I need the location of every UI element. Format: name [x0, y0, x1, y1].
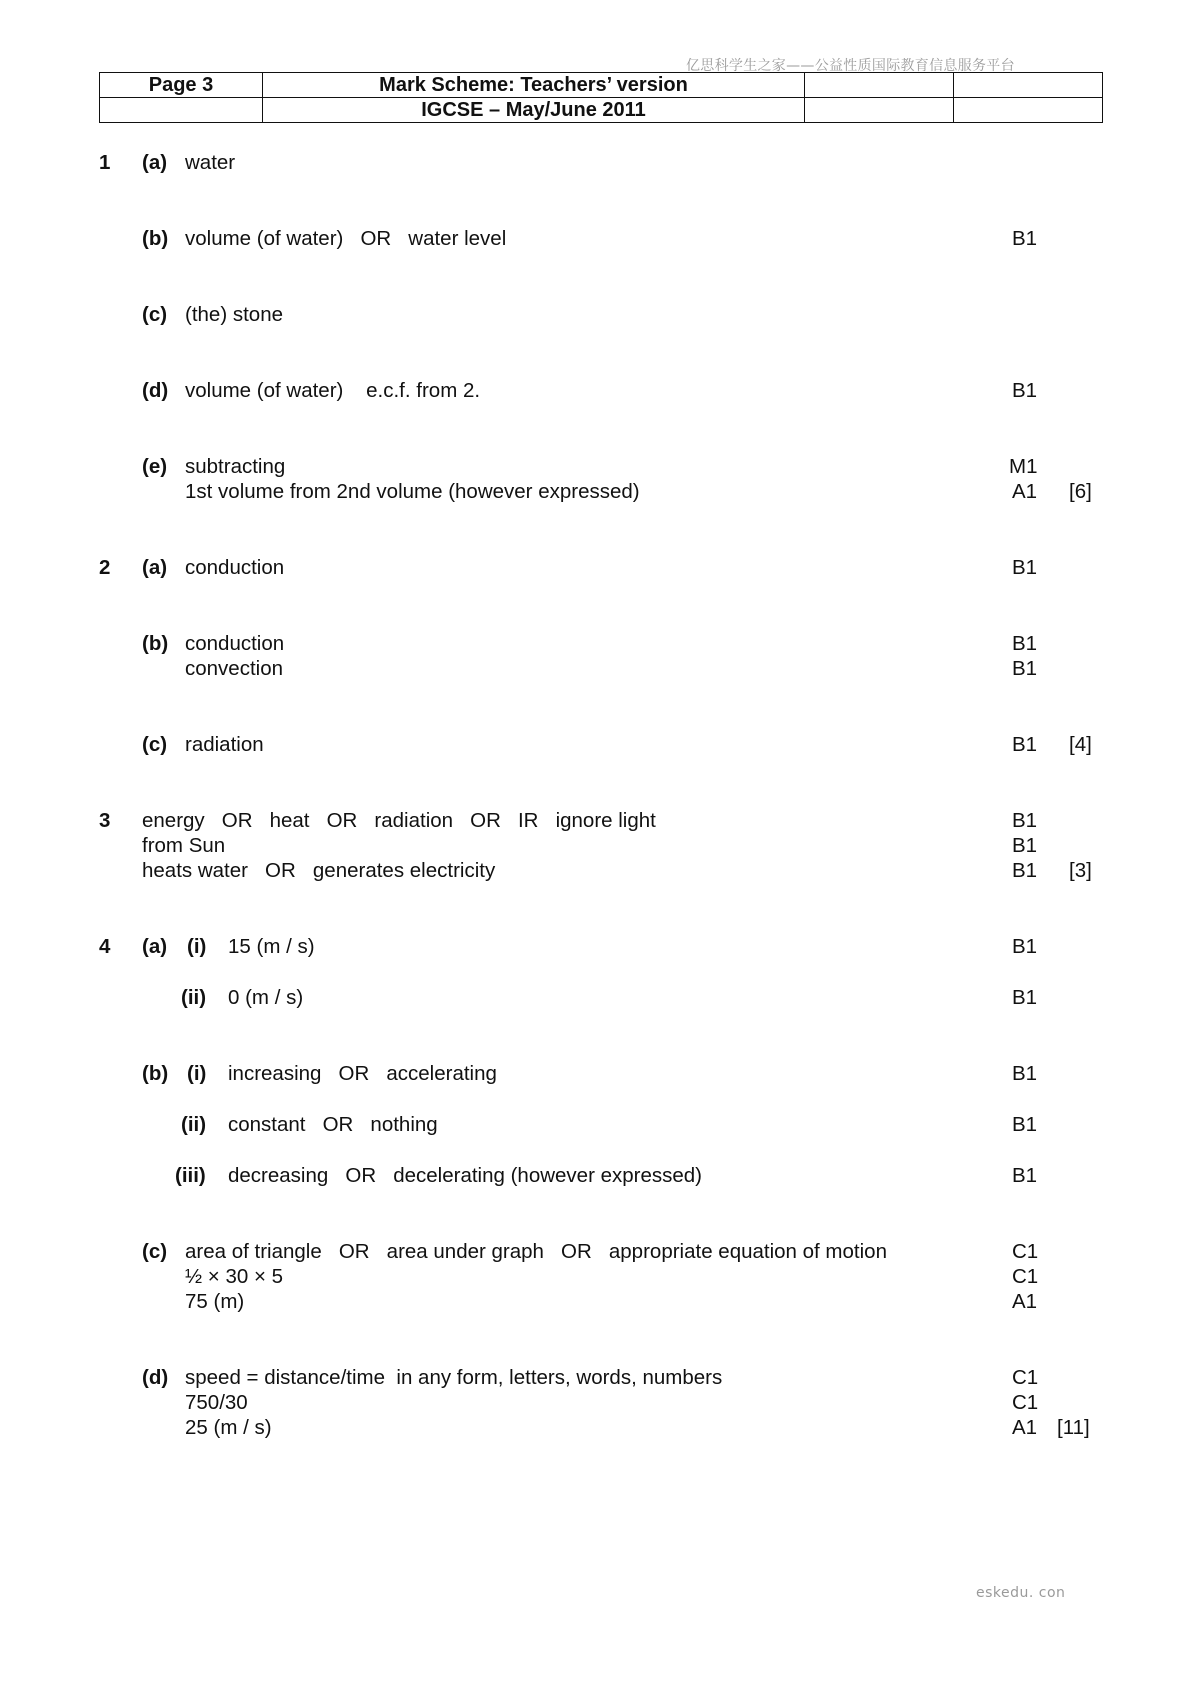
- question-total: [6]: [1069, 480, 1092, 503]
- answer-text: ½ × 30 × 5: [185, 1265, 284, 1288]
- mark: B1: [1012, 935, 1038, 958]
- question-number: 1: [99, 151, 111, 174]
- answer-text: conduction: [185, 556, 285, 579]
- answer-text: constant OR nothing: [228, 1113, 438, 1136]
- mark: B1: [1012, 834, 1038, 857]
- question-number: 3: [99, 809, 111, 832]
- question-total: [4]: [1069, 733, 1092, 756]
- answer-text: convection: [185, 657, 284, 680]
- mark: B1: [1012, 733, 1038, 756]
- mark: B1: [1012, 859, 1038, 882]
- part-label: (b): [142, 1062, 169, 1085]
- header-empty-cell: [100, 98, 263, 123]
- answer-text: energy OR heat OR radiation OR IR ignore light: [142, 809, 656, 832]
- mark: B1: [1012, 1113, 1038, 1136]
- mark: C1: [1012, 1240, 1039, 1263]
- header-table: [99, 72, 1103, 123]
- question-total: [3]: [1069, 859, 1092, 882]
- answer-text: 15 (m / s): [228, 935, 315, 958]
- answer-text: 1st volume from 2nd volume (however expressed): [185, 480, 640, 503]
- subpart-label: (ii): [181, 986, 207, 1009]
- part-label: (c): [142, 733, 168, 756]
- mark: B1: [1012, 379, 1038, 402]
- question-number: 2: [99, 556, 111, 579]
- answer-text: (the) stone: [185, 303, 283, 326]
- watermark-top: 亿思科学生之家——公益性质国际教育信息服务平台: [686, 58, 1015, 74]
- part-label: (d): [142, 1366, 169, 1389]
- mark: B1: [1012, 1062, 1038, 1085]
- mark: A1: [1012, 480, 1038, 503]
- answer-text: volume (of water) e.c.f. from 2.: [185, 379, 481, 402]
- header-title: Mark Scheme: Teachers’ version: [263, 73, 805, 98]
- answer-text: conduction: [185, 632, 285, 655]
- mark: B1: [1012, 632, 1038, 655]
- answer-text: 25 (m / s): [185, 1416, 272, 1439]
- header-subtitle: IGCSE – May/June 2011: [263, 98, 805, 123]
- answer-text: from Sun: [142, 834, 226, 857]
- part-label: (e): [142, 455, 168, 478]
- answer-text: heats water OR generates electricity: [142, 859, 496, 882]
- answer-text: subtracting: [185, 455, 286, 478]
- mark: B1: [1012, 986, 1038, 1009]
- header-empty-cell: [954, 98, 1103, 123]
- part-label: (a): [142, 556, 168, 579]
- mark: B1: [1012, 657, 1038, 680]
- answer-text: 75 (m): [185, 1290, 245, 1313]
- mark: C1: [1012, 1391, 1039, 1414]
- mark: C1: [1012, 1366, 1039, 1389]
- part-label: (c): [142, 1240, 168, 1263]
- watermark-bottom: eskedu. con: [976, 1585, 1066, 1601]
- answer-text: area of triangle OR area under graph OR appropriate equation of motion: [185, 1240, 887, 1263]
- part-label: (a): [142, 935, 168, 958]
- answer-text: volume (of water) OR water level: [185, 227, 507, 250]
- answer-text: water: [185, 151, 236, 174]
- part-label: (a): [142, 151, 168, 174]
- header-empty-cell: [805, 98, 954, 123]
- subpart-label: (i): [187, 935, 207, 958]
- subpart-label: (i): [187, 1062, 207, 1085]
- mark: B1: [1012, 809, 1038, 832]
- subpart-label: (iii): [175, 1164, 206, 1187]
- answer-text: increasing OR accelerating: [228, 1062, 497, 1085]
- subpart-label: (ii): [181, 1113, 207, 1136]
- part-label: (b): [142, 632, 169, 655]
- part-label: (b): [142, 227, 169, 250]
- answer-text: 0 (m / s): [228, 986, 304, 1009]
- question-number: 4: [99, 935, 111, 958]
- mark: A1: [1012, 1290, 1038, 1313]
- header-empty-cell: [954, 73, 1103, 98]
- mark: C1: [1012, 1265, 1039, 1288]
- question-total: [11]: [1057, 1416, 1090, 1439]
- answer-text: radiation: [185, 733, 264, 756]
- mark: B1: [1012, 556, 1038, 579]
- answer-text: decreasing OR decelerating (however expressed): [228, 1164, 703, 1187]
- header-empty-cell: [805, 73, 954, 98]
- header-page: Page 3: [100, 73, 263, 98]
- part-label: (d): [142, 379, 169, 402]
- mark: B1: [1012, 1164, 1038, 1187]
- mark: B1: [1012, 227, 1038, 250]
- part-label: (c): [142, 303, 168, 326]
- mark: A1: [1012, 1416, 1038, 1439]
- answer-text: 750/30: [185, 1391, 248, 1414]
- answer-text: speed = distance/time in any form, letters, words, numbers: [185, 1366, 723, 1389]
- mark: M1: [1009, 455, 1038, 478]
